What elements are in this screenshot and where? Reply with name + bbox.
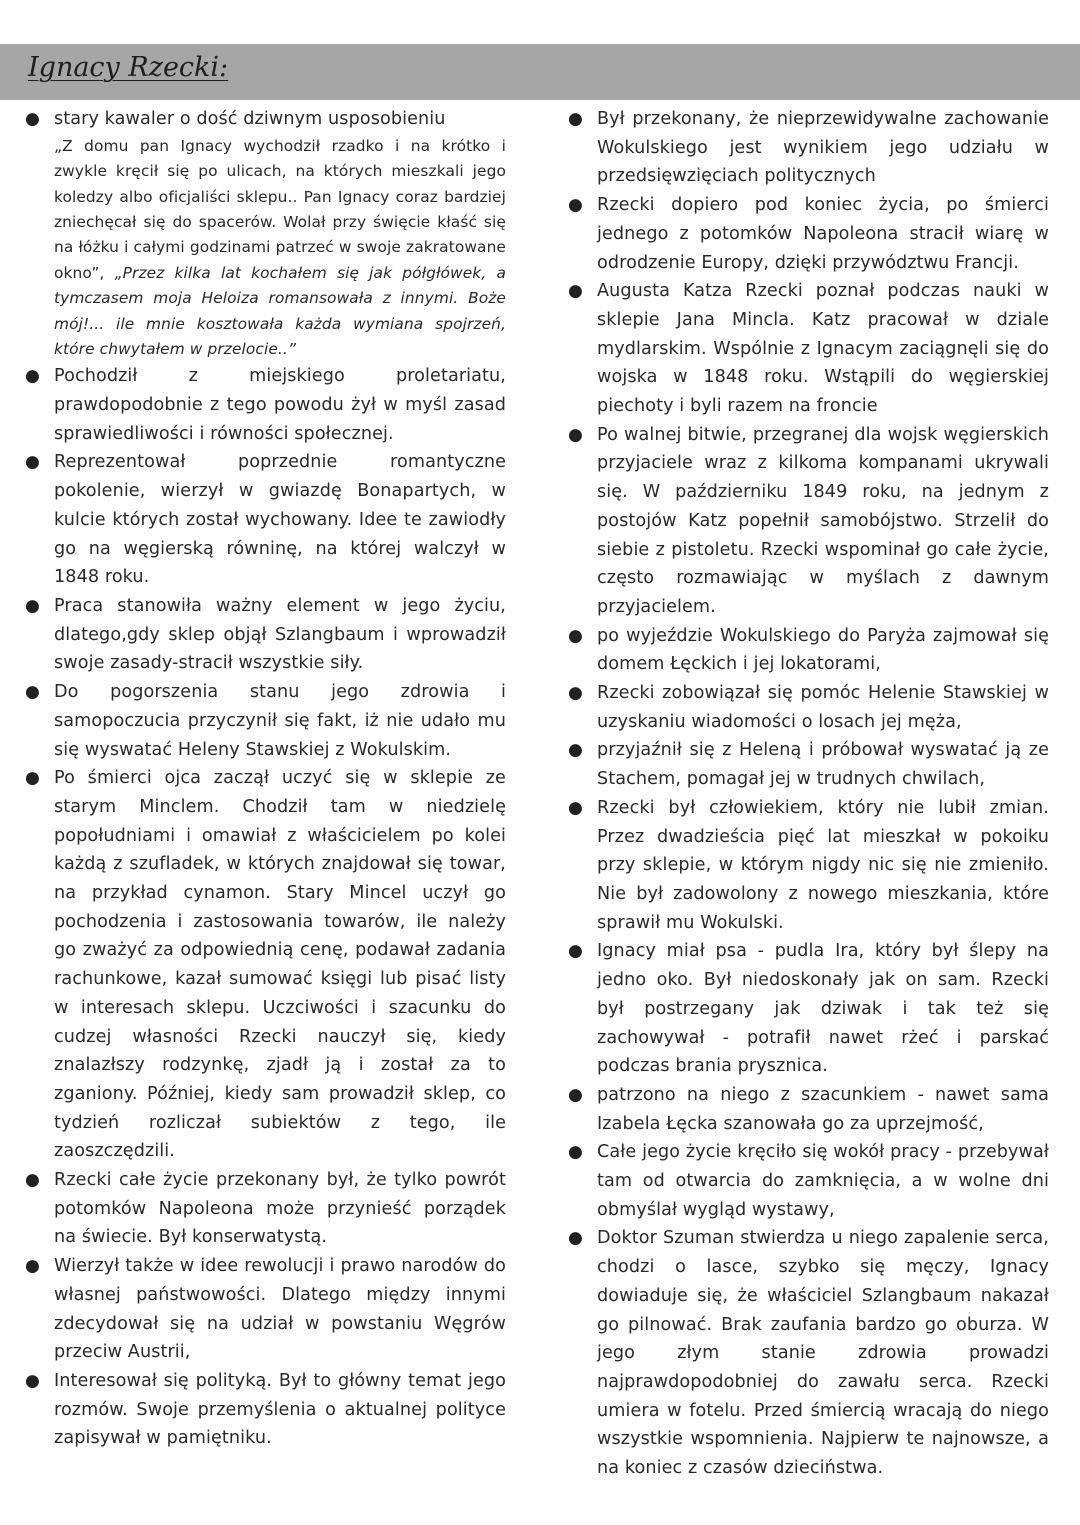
item-text: Reprezentował poprzednie romantyczne pokolenie, wierzył w gwiazdę Bonapartych, w kulcie których został wychowany. Idee te zawiodły go na węgierską równinę, na której walczył w 1848 roku. [54, 452, 506, 588]
bullet-icon: ● [568, 281, 583, 302]
right-column-list [568, 105, 1049, 1483]
bullet-icon: ● [25, 1370, 40, 1391]
item-text: Wierzył także w idee rewolucji i prawo narodów do własnej państwowości. Dlatego między innymi zdecydował się na udział w powstaniu Węgrów przeciw Austrii, [54, 1256, 506, 1363]
list-item [25, 764, 506, 1166]
list-item [25, 105, 506, 362]
bullet-icon: ● [568, 1228, 583, 1249]
list-item [25, 592, 506, 678]
item-text: Rzecki był człowiekiem, który nie lubił zmian. Przez dwadzieścia pięć lat mieszkał w pokoiku przy sklepie, w którym nigdy nic się nie zmieniło. Nie był zadowolony z nowego mieszkania, które sprawił mu Wokulski. [597, 797, 1049, 933]
item-text: Ignacy miał psa - pudla Ira, który był ślepy na jedno oko. Był niedoskonały jak on sam. Rzecki był postrzegany jak dziwak i tak też się zachowywał - potrafił nawet rżeć i parskać podczas brania prysznica. [597, 941, 1049, 1077]
item-text: Był przekonany, że nieprzewidywalne zachowanie Wokulskiego jest wynikiem jego udziału w przedsięwzięciach politycznych [597, 109, 1049, 187]
item-text: Całe jego życie kręciło się wokół pracy - przebywał tam od otwarcia do zamknięcia, a w wolne dni obmyślał wygląd wystawy, [597, 1142, 1049, 1220]
bullet-icon: ● [25, 366, 40, 387]
item-text: po wyjeździe Wokulskiego do Paryża zajmował się domem Łęckich i jej lokatorami, [597, 625, 1049, 675]
item-text: przyjaźnił się z Heleną i próbował wyswatać ją ze Stachem, pomagał jej w trudnych chwilach, [597, 740, 1049, 790]
bullet-icon: ● [25, 1170, 40, 1191]
item-text: Interesował się polityką. Był to główny temat jego rozmów. Swoje przemyślenia o aktualnej polityce zapisywał w pamiętniku. [54, 1370, 506, 1449]
item-text: Rzecki zobowiązał się pomóc Helenie Stawskiej w uzyskaniu wiadomości o losach jej męża, [597, 683, 1049, 732]
item-text: Rzecki dopiero pod koniec życia, po śmierci jednego z potomków Napoleona stracił wiarę w odrodzenie Europy, dzięki przywództwu Francji. [597, 195, 1049, 273]
item-text: Praca stanowiła ważny element w jego życiu, dlatego,gdy sklep objął Szlangbaum i wprowadził swoje zasady-stracił wszystkie siły. [54, 595, 506, 674]
bullet-icon: ● [568, 195, 583, 216]
item-text: Rzecki całe życie przekonany był, że tylko powrót potomków Napoleona może przynieść porządek na świecie. Był konserwatystą. [54, 1170, 506, 1248]
list-item [25, 1166, 506, 1252]
bullet-icon: ● [568, 625, 583, 646]
list-item [25, 1367, 506, 1453]
bullet-icon: ● [25, 682, 40, 703]
bullet-icon: ● [568, 1084, 583, 1105]
list-item [25, 362, 506, 448]
item-text: Do pogorszenia stanu jego zdrowia i samopoczucia przyczynił się fakt, iż nie udało mu się wyswatać Heleny Stawskiej z Wokulskim. [54, 682, 506, 760]
bullet-icon: ● [25, 452, 40, 473]
bullet-icon: ● [568, 1142, 583, 1163]
bullet-icon: ● [25, 595, 40, 616]
list-item [568, 277, 1049, 421]
item-text: patrzono na niego z szacunkiem - nawet sama Izabela Łęcka szanowała go za uprzejmość, [597, 1084, 1049, 1134]
list-item [25, 678, 506, 764]
item-text: Pochodził z miejskiego proletariatu, prawdopodobnie z tego powodu żył w myśl zasad sprawiedliwości i równości społecznej. [54, 366, 506, 444]
header-bar [0, 44, 1080, 100]
list-item [25, 1252, 506, 1367]
item-text: stary kawaler o dość dziwnym usposobieniu [54, 109, 446, 129]
page-title: Ignacy Rzecki: [28, 52, 229, 83]
list-item [568, 105, 1049, 191]
item-text: Doktor Szuman stwierdza u niego zapalenie serca, chodzi o lasce, szybko się męczy, Ignacy dowiaduje się, że właściciel Szlangbaum nakazał go pilnować. Brak zaufania bardzo go oburza. W jego złym stanie zdrowia prowadzi najprawdopodobniej do zawału serca. Rzecki umiera w fotelu. Przed śmiercią wracają do niego wszystkie wspomnienia. Najpierw te najnowsze, a na koniec z czasów dzieciństwa. [597, 1228, 1049, 1479]
quote-italic-text: „Przez kilka lat kochałem się jak półgłówek, a tymczasem moja Heloiza romansowała z innymi. Boże mój!... ile mnie kosztowała każda wymiana spojrzeń, które chwytałem w przelocie..” [54, 263, 506, 358]
bullet-icon: ● [568, 424, 583, 445]
bullet-icon: ● [568, 683, 583, 704]
bullet-icon: ● [25, 1256, 40, 1277]
bullet-icon: ● [25, 768, 40, 789]
bullet-icon: ● [568, 109, 583, 129]
left-column-list [25, 105, 506, 1453]
bullet-icon: ● [568, 797, 583, 818]
list-item [568, 736, 1049, 793]
list-item [568, 1224, 1049, 1482]
item-text: Po walnej bitwie, przegranej dla wojsk węgierskich przyjaciele wraz z kilkoma kompanami ukrywali się. W październiku 1849 roku, na jednym z postojów Katz popełnił samobójstwo. Strzelił do siebie z pistoletu. Rzecki wspominał go całe życie, często rozmawiając w myślach z dawnym przyjacielem. [597, 424, 1049, 617]
bullet-icon: ● [568, 740, 583, 761]
list-item [568, 1081, 1049, 1138]
item-text: Po śmierci ojca zaczął uczyć się w sklepie ze starym Minclem. Chodził tam w niedzielę popołudniami i omawiał z właścicielem po kolei każdą z szufladek, w których znajdował się towar, na przykład cynamon. Stary Mincel uczył go pochodzenia i zastosowania towarów, ile należy go zważyć za odpowiednią cenę, podawał zadania rachunkowe, kazał sumować księgi lub pisać listy w interesach sklepu. Uczciwości i szacunku do cudzej własności Rzecki nauczył się, kiedy znalazłszy rodzynkę, zjadł ją i został za to zganiony. Później, kiedy sam prowadził sklep, co tydzień rozliczał subiektów z tego, ile zaoszczędzili. [54, 768, 506, 1162]
list-item [568, 794, 1049, 938]
quote-block [54, 134, 506, 363]
list-item [568, 421, 1049, 622]
quote-text: „Z domu pan Ignacy wychodził rzadko i na krótko i zwykle kręcił się po ulicach, na których mieszkali jego koledzy albo oficjaliści sklepu.. Pan Ignacy coraz bardziej zniechęcał się do spacerów. Wolał przy święcie kłaść się na łóżku i całymi godzinami patrzeć w swoje zakratowane okno”, [54, 136, 506, 282]
list-item [568, 937, 1049, 1081]
list-item [568, 679, 1049, 736]
bullet-icon: ● [568, 941, 583, 962]
list-item [568, 191, 1049, 277]
item-text: Augusta Katza Rzecki poznał podczas nauki w sklepie Jana Mincla. Katz pracował w dziale mydlarskim. Wspólnie z Ignacym zaciągnęli się do wojska w 1848 roku. Wstąpili do węgierskiej piechoty i byli razem na froncie [597, 281, 1049, 417]
bullet-icon: ● [25, 109, 40, 129]
list-item [25, 448, 506, 592]
list-item [568, 1138, 1049, 1224]
list-item [568, 622, 1049, 679]
